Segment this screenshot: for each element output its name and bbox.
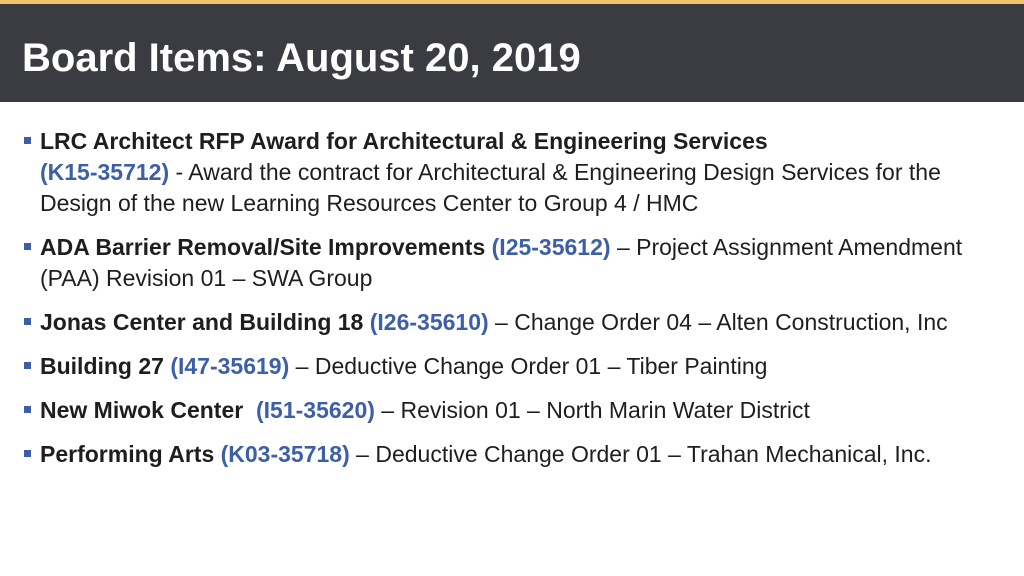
- item-title: LRC Architect RFP Award for Architectural & Engineering Services: [40, 128, 768, 154]
- item-description: – Project Assignment Amendment (PAA) Revision 01 – SWA Group: [40, 234, 963, 291]
- item-title: New Miwok Center: [40, 397, 244, 423]
- square-bullet-icon: [24, 318, 31, 325]
- list-item: [22, 126, 1002, 219]
- item-project-code: (I26-35610): [369, 309, 489, 335]
- item-project-code: (K15-35712): [40, 159, 170, 185]
- item-title: Performing Arts: [40, 441, 215, 467]
- square-bullet-icon: [24, 450, 31, 457]
- item-project-code: (I51-35620): [256, 397, 375, 423]
- item-description: – Deductive Change Order 01 – Trahan Mechanical, Inc.: [349, 441, 932, 467]
- item-description: – Deductive Change Order 01 – Tiber Painting: [289, 353, 768, 379]
- list-item: [22, 439, 1002, 470]
- item-description: – Change Order 04 – Alten Construction, Inc: [488, 309, 948, 335]
- square-bullet-icon: [24, 137, 31, 144]
- item-project-code: (I47-35619): [170, 353, 290, 379]
- item-title: Building 27: [40, 353, 164, 379]
- slide-title: Board Items: August 20, 2019: [22, 36, 581, 80]
- item-description: - Award the contract for Architectural & Engineering Design Services for the Design of the new Learning Resources Center to Group 4 / HMC: [40, 159, 941, 216]
- square-bullet-icon: [24, 243, 31, 250]
- board-items-list: [22, 126, 1002, 483]
- list-item: [22, 307, 1002, 338]
- square-bullet-icon: [24, 406, 31, 413]
- title-bar: [0, 4, 1024, 102]
- list-item: [22, 232, 1002, 294]
- list-item: [22, 351, 1002, 382]
- list-item: [22, 395, 1002, 426]
- item-description: – Revision 01 – North Marin Water District: [374, 397, 810, 423]
- item-title: Jonas Center and Building 18: [40, 309, 364, 335]
- item-project-code: (K03-35718): [220, 441, 350, 467]
- item-project-code: (I25-35612): [491, 234, 611, 260]
- item-title: ADA Barrier Removal/Site Improvements: [40, 234, 486, 260]
- square-bullet-icon: [24, 362, 31, 369]
